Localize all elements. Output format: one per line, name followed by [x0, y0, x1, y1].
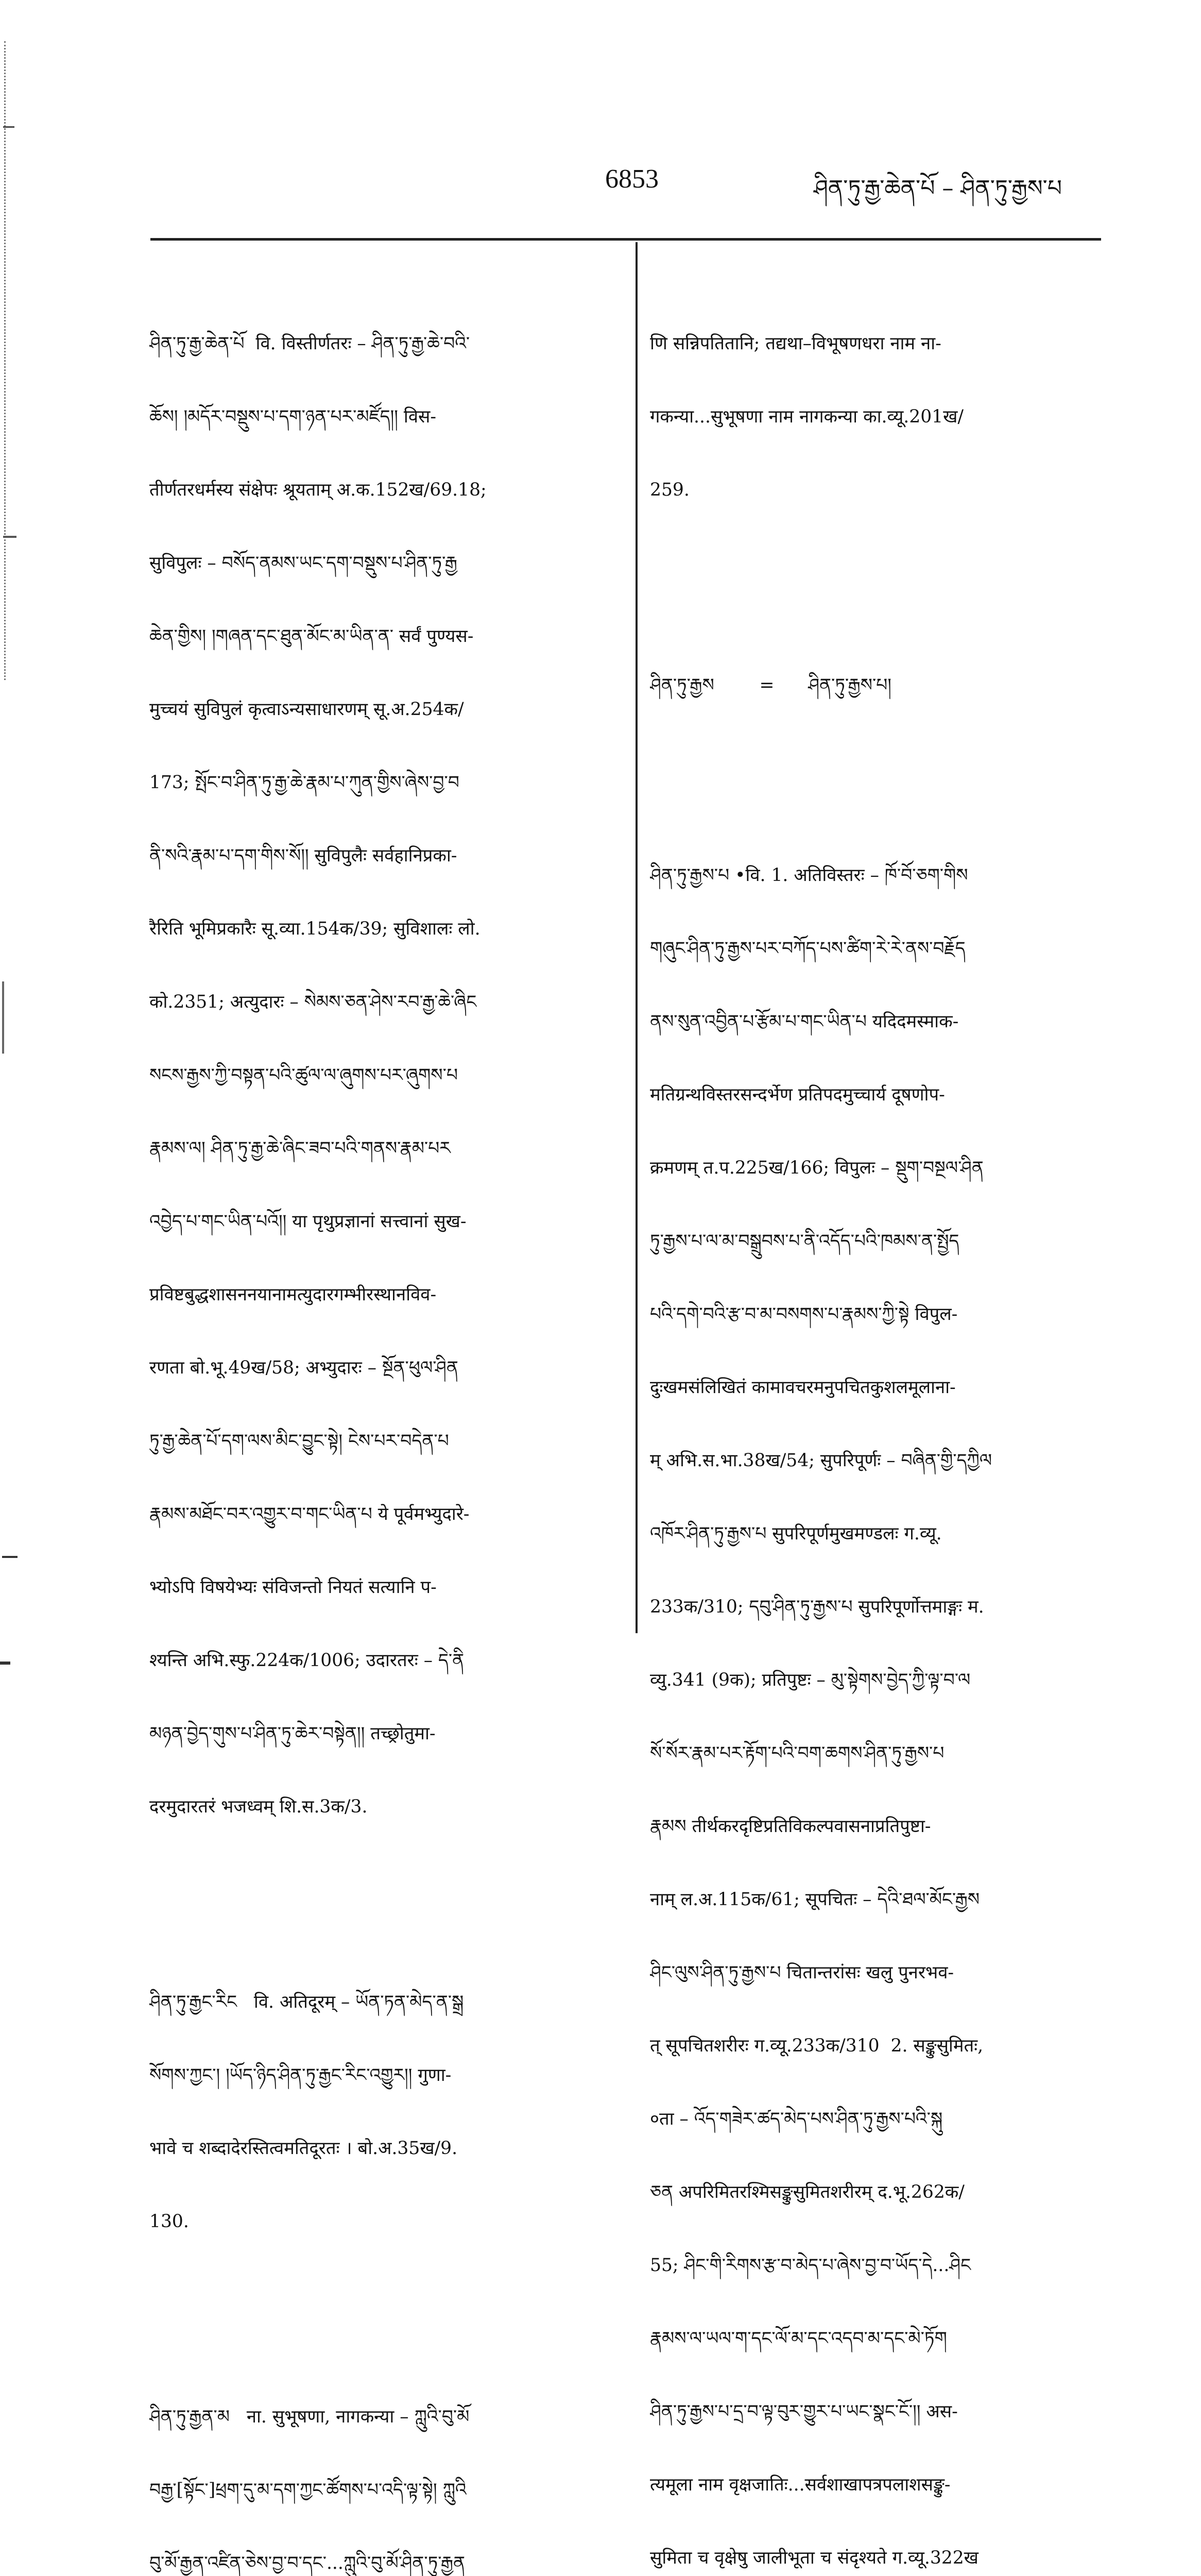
entry-line: त्यमूला नाम वृक्षजातिः...सर्वशाखापत्रपलाशसङ्कु- — [650, 2475, 951, 2495]
dictionary-entry — [149, 1947, 603, 2277]
scan-artifact — [0, 1662, 10, 1665]
entry-line: रणता बो.भू.49ख/58; अभ्युदारः – སྔོན་ཕུལ་ཤིན — [149, 1358, 458, 1378]
scan-artifact — [3, 536, 16, 538]
entry-line: गकन्या...सुभूषणा नाम नागकन्या का.व्यू.201ख/ — [650, 406, 964, 427]
dictionary-entry — [149, 289, 603, 1862]
scan-artifact — [2, 1556, 18, 1558]
running-head: ཤིན་ཏུ་རྒྱ་ཆེན་པོ – ཤིན་ཏུ་རྒྱས་པ — [814, 175, 1062, 201]
entry-line: ཆོས། །མདོར་བསྡུས་པ་དག་ཉན་པར་མཛོད།། विस- — [149, 406, 437, 427]
entry-line: ཤིན་ཏུ་རྒྱང་རིང वि. अतिदूरम् – ཡོན་ཏན་མེད་ན་སྒྲ — [149, 1992, 464, 2012]
entry-line: འཁོར་ཤིན་ཏུ་རྒྱས་པ सुपरिपूर्णमुखमण्डलः ग.व्यू. — [650, 1523, 942, 1544]
entry-line: भावे च शब्दादेरस्तित्वमतिदूरतः । बो.अ.35ख/9. — [149, 2138, 458, 2159]
entry-line: सुमिता च वृक्षेषु जालीभूता च संदृश्यते ग.व्यू.322ख — [650, 2548, 979, 2568]
entry-line: པའི་དགེ་བའི་རྩ་བ་མ་བསགས་པ་རྣམས་ཀྱི་སྟེ विपुल- — [650, 1304, 958, 1325]
entry-line: ཆེན་གྱིས། །གཞན་དང་ཐུན་མོང་མ་ཡིན་ན་ सर्वं पुण्यस- — [149, 626, 474, 647]
entry-line: གཞུང་ཤིན་ཏུ་རྒྱས་པར་བཀོད་པས་ཚིག་རེ་རེ་ནས་བརྗོད — [650, 938, 966, 959]
entry-line: दुःखमसंलिखितं कामावचरमनुपचितकुशलमूलाना- — [650, 1377, 956, 1398]
entry-line: 55; ཤིང་གི་རིགས་རྩ་བ་མེད་པ་ཞེས་བྱ་བ་ཡོད་དེ...ཤིང — [650, 2255, 971, 2276]
entry-line: ཤིང་ལུས་ཤིན་ཏུ་རྒྱས་པ चितान्तरांसः खलु पुनरभव- — [650, 1962, 954, 1983]
entry-line: म् अभि.स.भा.38ख/54; सुपरिपूर्णः – བཞིན་གྱི་དཀྱིལ — [650, 1450, 992, 1471]
entry-line: 259. — [650, 480, 690, 500]
dictionary-entry — [650, 821, 1103, 2576]
entry-line: ཅན अपरिमितरश्मिसङ्कुसुमितशरीरम् द.भू.262क/ — [650, 2182, 965, 2202]
entry-line: བརྒྱ་[སྟོང་]ཕྲག་དུ་མ་དག་ཀྱང་ཚོགས་པ་འདི་ལྟ་སྟེ། ཀླུའི — [149, 2480, 467, 2500]
entry-line: བུ་མོ་རྒྱན་འཛིན་ཅེས་བྱ་བ་དང་...ཀླུའི་བུ་མོ་ཤིན་ཏུ་རྒྱན — [149, 2553, 466, 2573]
entry-line: རྣམས་ལ། ཤིན་ཏུ་རྒྱ་ཆེ་ཞིང་ཟབ་པའི་གནས་རྣམ་པར — [149, 1138, 451, 1159]
entry-line: रैरिति भूमिप्रकारैः सू.व्या.154क/39; सुविशालः लो. — [149, 919, 481, 939]
entry-line: ཤིན་ཏུ་རྒྱས་པ •वि. 1. अतिविस्तरः – ཁོ་བོ་ཅག་གིས — [650, 865, 968, 886]
dictionary-entry — [650, 631, 1103, 740]
entry-line: सुविपुलः – བསོད་ནམས་ཡང་དག་བསྡུས་པ་ཤིན་ཏུ་རྒྱ — [149, 553, 457, 573]
scan-artifact — [3, 126, 14, 128]
entry-line: ཏུ་རྒྱས་པ་ལ་མ་བསྒྲུབས་པ་ནི་འདོད་པའི་ཁམས་ན་སྤྱོད — [650, 1231, 959, 1251]
entry-line: मतिग्रन्थविस्तरसन्दर्भेण प्रतिपदमुच्चार्य दूषणोप- — [650, 1084, 945, 1105]
entry-line: प्रविष्टबुद्धशासननयानामत्युदारगम्भीरस्थानविव- — [149, 1284, 437, 1305]
entry-line: त् सूपचितशरीरः ग.व्यू.233क/310 2. सङ्कुसुमितः, — [650, 2036, 984, 2056]
entry-line: व्यु.341 (9क); प्रतिपुष्टः – མུ་སྟེགས་བྱེད་ཀྱི་ལྟ་བ་ལ — [650, 1670, 971, 1690]
entry-line: རྣམས་ལ་ཡལ་ག་དང་ལོ་མ་དང་འདབ་མ་དང་མེ་ཏོག — [650, 2328, 947, 2349]
entry-line: སོ་སོར་རྣམ་པར་རྟོག་པའི་བག་ཆགས་ཤིན་ཏུ་རྒྱས་པ — [650, 1743, 945, 1764]
entry-line: णि सन्निपतितानि; तद्यथा–विभूषणधरा नाम ना- — [650, 333, 941, 354]
entry-line: ནི་སའི་རྣམ་པ་དག་གིས་སོ།། सुविपुलैः सर्वहानिप्रका- — [149, 845, 457, 866]
entry-line: दरमुदारतरं भजध्वम् शि.स.3क/3. — [149, 1797, 368, 1817]
entry-line: ནས་སུན་འབྱིན་པ་རྩོམ་པ་གང་ཡིན་པ यदिदमस्माक- — [650, 1011, 959, 1032]
entry-line: ཤིན་ཏུ་རྒྱ་ཆེན་པོ वि. विस्तीर्णतरः – ཤིན་ཏུ་རྒྱ་ཆེ་བའི་ — [149, 333, 470, 354]
entry-line: नाम् ल.अ.115क/61; सूपचितः – དེའི་ཐལ་མོང་རྒྱས — [650, 1889, 980, 1910]
entry-line: 130. — [149, 2211, 189, 2232]
dictionary-entry — [149, 2362, 603, 2576]
entry-line: ཤིན་ཏུ་རྒྱན་མ ना. सुभूषणा, नागकन्या – ཀླུའི་བུ་མོ — [149, 2406, 470, 2427]
entry-line: མཉན་བྱེད་གུས་པ་ཤིན་ཏུ་ཆེར་བསྟེན།། तच्छ्रोतुमा- — [149, 1723, 436, 1744]
entry-line: སོགས་ཀྱང་། །ཡོད་ཉིད་ཤིན་ཏུ་རྒྱང་རིང་འགྱུར།། गुणा- — [149, 2065, 452, 2086]
right-column — [650, 252, 1103, 2576]
dictionary-entry-continued — [650, 289, 1103, 545]
entry-line: तीर्णतरधर्मस्य संक्षेपः श्रूयताम् अ.क.152ख/69.18; — [149, 480, 487, 500]
scan-artifact — [2, 981, 4, 1054]
left-column — [149, 252, 603, 2576]
entry-line: श्यन्ति अभि.स्फु.224क/1006; उदारतरः – དེ་ནི — [149, 1650, 465, 1671]
entry-line: སངས་རྒྱས་ཀྱི་བསྟན་པའི་ཚུལ་ལ་ཞུགས་པར་ཞུགས་པ — [149, 1065, 458, 1086]
entry-line: ०ता – འོད་གཟེར་ཚད་མེད་པས་ཤིན་ཏུ་རྒྱས་པའི་སྐུ — [650, 2109, 943, 2129]
entry-line: 173; སྤོང་བ་ཤིན་ཏུ་རྒྱ་ཆེ་རྣམ་པ་ཀུན་གྱིས་ཞེས་བྱ་བ — [149, 772, 459, 793]
entry-line: རྣམས་མཐོང་བར་འགྱུར་བ་གང་ཡིན་པ ये पूर्वमभ्युदारे- — [149, 1504, 470, 1524]
entry-line: मुच्चयं सुविपुलं कृत्वाऽन्यसाधारणम् सू.अ.254क/ — [149, 699, 464, 720]
entry-line: भ्योऽपि विषयेभ्यः संविजन्तो नियतं सत्यानि प- — [149, 1577, 437, 1598]
entry-line: 233क/310; དབུ་ཤིན་ཏུ་རྒྱས་པ सुपरिपूर्णोत्तमाङ्गः म. — [650, 1597, 984, 1617]
column-divider — [636, 242, 638, 1633]
page-number: 6853 — [605, 164, 659, 194]
entry-line: ཤིན་ཏུ་རྒྱས = ཤིན་ཏུ་རྒྱས་པ། — [650, 675, 891, 696]
scan-edge-dots — [4, 41, 7, 680]
entry-line: को.2351; अत्युदारः – སེམས་ཅན་ཤེས་རབ་རྒྱ་ཆེ་ཞིང — [149, 992, 477, 1012]
entry-line: क्रमणम् त.प.225ख/166; विपुलः – སྡུག་བསྔལ་ཤིན — [650, 1158, 984, 1178]
entry-line: ཏུ་རྒྱ་ཆེན་པོ་དག་ལས་མིང་བྱུང་སྟེ། ངེས་པར་བདེན་པ — [149, 1431, 449, 1451]
header-rule — [150, 238, 1101, 241]
entry-line: ཤིན་ཏུ་རྒྱས་པ་དྲ་བ་ལྟ་བུར་གྱུར་པ་ཡང་སྣང་ངོ་།། अस- — [650, 2401, 958, 2422]
entry-line: རྣམས तीर्थकरदृष्टिप्रतिविकल्पवासनाप्रतिपुष्टा- — [650, 1816, 931, 1837]
entry-line: འབྱེད་པ་གང་ཡིན་པའོ།། या पृथुप्रज्ञानां सत्त्वानां सुख- — [149, 1211, 467, 1232]
